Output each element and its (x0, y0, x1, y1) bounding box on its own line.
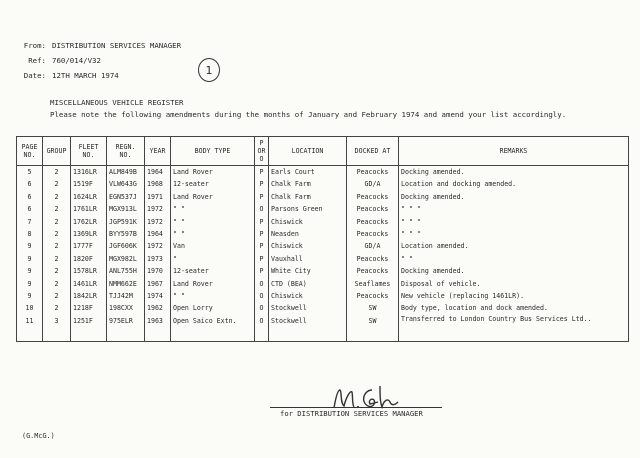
cell-year: 1962 (145, 302, 171, 314)
cell-page: 9 (17, 240, 43, 252)
cell-regn: NMM662E (107, 278, 145, 290)
cell-year: 1974 (145, 290, 171, 302)
cell-regn: JGP591K (107, 216, 145, 228)
cell-remarks: " " " (399, 203, 629, 215)
header-fleet: FLEET NO. (71, 137, 107, 166)
cell-location: Vauxhall (269, 253, 347, 265)
cell-group: 2 (43, 191, 71, 203)
cell-po: O (255, 203, 269, 215)
table-row (17, 166, 629, 179)
cell-fleet: 1762LR (71, 216, 107, 228)
table-row (17, 265, 629, 277)
cell-body: " (171, 253, 255, 265)
cell-group: 2 (43, 302, 71, 314)
cell-page: 5 (17, 166, 43, 179)
cell-regn: 198CXX (107, 302, 145, 314)
cell-regn: BYY597B (107, 228, 145, 240)
cell-po: O (255, 315, 269, 342)
typist-initials: (G.McG.) (22, 432, 55, 440)
cell-fleet: 1777F (71, 240, 107, 252)
cell-body: 12-seater (171, 178, 255, 190)
cell-regn: ALM849B (107, 166, 145, 179)
cell-fleet: 1461LR (71, 278, 107, 290)
table-header-row (17, 137, 629, 166)
cell-body: Land Rover (171, 278, 255, 290)
cell-page: 6 (17, 178, 43, 190)
vehicle-register-table (16, 136, 629, 342)
cell-regn: JGF606K (107, 240, 145, 252)
header-remarks: REMARKS (399, 137, 629, 166)
date-value: 12TH MARCH 1974 (52, 71, 119, 80)
cell-fleet: 1761LR (71, 203, 107, 215)
cell-remarks: Transferred to London Country Bus Services Ltd.. (399, 315, 629, 342)
cell-remarks: Docking amended. (399, 265, 629, 277)
cell-year: 1972 (145, 203, 171, 215)
cell-po: O (255, 290, 269, 302)
cell-page: 9 (17, 253, 43, 265)
cell-regn: MGX913L (107, 203, 145, 215)
cell-docked: Peacocks (347, 290, 399, 302)
cell-body: " " (171, 228, 255, 240)
cell-year: 1972 (145, 240, 171, 252)
from-value: DISTRIBUTION SERVICES MANAGER (52, 41, 182, 50)
header-regn: REGN. NO. (107, 137, 145, 166)
cell-docked: Peacocks (347, 253, 399, 265)
cell-location: White City (269, 265, 347, 277)
cell-group: 2 (43, 265, 71, 277)
table-row (17, 191, 629, 203)
cell-body: " " (171, 216, 255, 228)
cell-group: 2 (43, 166, 71, 179)
cell-group: 2 (43, 253, 71, 265)
header-group: GROUP (43, 137, 71, 166)
cell-docked: SW (347, 302, 399, 314)
cell-group: 2 (43, 240, 71, 252)
table-row (17, 228, 629, 240)
cell-docked: Seaflames (347, 278, 399, 290)
cell-page: 8 (17, 228, 43, 240)
cell-location: Earls Court (269, 166, 347, 179)
table-row (17, 203, 629, 215)
cell-body: Open Saico Extn. (171, 315, 255, 342)
register-title: MISCELLANEOUS VEHICLE REGISTER (50, 98, 184, 107)
cell-regn: ANL755H (107, 265, 145, 277)
cell-location: Neasden (269, 228, 347, 240)
cell-year: 1963 (145, 315, 171, 342)
cell-fleet: 1820F (71, 253, 107, 265)
cell-body: Land Rover (171, 191, 255, 203)
cell-page: 9 (17, 290, 43, 302)
cell-regn: VLW643G (107, 178, 145, 190)
date-label: Date: (23, 71, 46, 80)
cell-group: 3 (43, 315, 71, 342)
cell-po: P (255, 216, 269, 228)
cell-year: 1968 (145, 178, 171, 190)
header-location: LOCATION (269, 137, 347, 166)
header-year: YEAR (145, 137, 171, 166)
cell-po: P (255, 166, 269, 179)
cell-po: P (255, 253, 269, 265)
cell-remarks: New vehicle (replacing 1461LR). (399, 290, 629, 302)
signature-line: for DISTRIBUTION SERVICES MANAGER (280, 409, 423, 418)
cell-location: Chiswick (269, 290, 347, 302)
cell-location: Parsons Green (269, 203, 347, 215)
cell-location: Chiswick (269, 216, 347, 228)
register-note: Please note the following amendments during the months of January and February 1974 and amend your list accordingly. (50, 110, 567, 119)
cell-remarks: " " " (399, 228, 629, 240)
header-po: P OR O (255, 137, 269, 166)
cell-fleet: 1316LR (71, 166, 107, 179)
cell-location: Chalk Farm (269, 191, 347, 203)
cell-body: Van (171, 240, 255, 252)
cell-regn: MGX982L (107, 253, 145, 265)
cell-year: 1964 (145, 166, 171, 179)
table-row (17, 290, 629, 302)
cell-regn: 975ELR (107, 315, 145, 342)
cell-remarks: Location amended. (399, 240, 629, 252)
cell-fleet: 1578LR (71, 265, 107, 277)
cell-fleet: 1369LR (71, 228, 107, 240)
table-row (17, 240, 629, 252)
cell-location: CTD (BEA) (269, 278, 347, 290)
from-label: From: (23, 41, 46, 50)
cell-group: 2 (43, 278, 71, 290)
cell-fleet: 1218F (71, 302, 107, 314)
cell-page: 9 (17, 265, 43, 277)
cell-po: P (255, 178, 269, 190)
cell-group: 2 (43, 178, 71, 190)
signature-rule (270, 407, 442, 408)
ref-label: Ref: (28, 56, 46, 65)
table-row (17, 278, 629, 290)
cell-page: 10 (17, 302, 43, 314)
cell-regn: EGN537J (107, 191, 145, 203)
cell-page: 9 (17, 278, 43, 290)
cell-body: Land Rover (171, 166, 255, 179)
cell-location: Stockwell (269, 315, 347, 342)
table-row (17, 253, 629, 265)
cell-po: P (255, 228, 269, 240)
cell-year: 1964 (145, 228, 171, 240)
cell-po: P (255, 240, 269, 252)
cell-docked: Peacocks (347, 216, 399, 228)
cell-po: P (255, 191, 269, 203)
cell-docked: Peacocks (347, 228, 399, 240)
cell-fleet: 1842LR (71, 290, 107, 302)
cell-po: O (255, 302, 269, 314)
cell-docked: Peacocks (347, 203, 399, 215)
cell-remarks: Disposal of vehicle. (399, 278, 629, 290)
table-row (17, 216, 629, 228)
cell-year: 1973 (145, 253, 171, 265)
cell-year: 1971 (145, 191, 171, 203)
cell-docked: Peacocks (347, 265, 399, 277)
cell-po: P (255, 265, 269, 277)
cell-body: 12-seater (171, 265, 255, 277)
cell-page: 7 (17, 216, 43, 228)
cell-group: 2 (43, 216, 71, 228)
cell-year: 1970 (145, 265, 171, 277)
cell-remarks: " " " (399, 216, 629, 228)
cell-po: O (255, 278, 269, 290)
cell-location: Chalk Farm (269, 178, 347, 190)
header-body: BODY TYPE (171, 137, 255, 166)
cell-remarks: " " (399, 253, 629, 265)
cell-fleet: 1624LR (71, 191, 107, 203)
table-row (17, 315, 629, 342)
cell-regn: TJJ42M (107, 290, 145, 302)
cell-page: 11 (17, 315, 43, 342)
cell-docked: GD/A (347, 178, 399, 190)
cell-group: 2 (43, 228, 71, 240)
header-page: PAGE NO. (17, 137, 43, 166)
cell-page: 6 (17, 203, 43, 215)
cell-remarks: Location and docking amended. (399, 178, 629, 190)
cell-docked: Peacocks (347, 166, 399, 179)
table-row (17, 302, 629, 314)
cell-body: Open Lorry (171, 302, 255, 314)
cell-year: 1972 (145, 216, 171, 228)
cell-docked: SW (347, 315, 399, 342)
cell-remarks: Docking amended. (399, 166, 629, 179)
table-row (17, 178, 629, 190)
ref-row (18, 53, 181, 68)
cell-group: 2 (43, 290, 71, 302)
date-row (18, 68, 181, 83)
cell-page: 6 (17, 191, 43, 203)
memo-header (18, 38, 181, 83)
page-number-circle: 1 (198, 58, 220, 82)
header-docked: DOCKED AT (347, 137, 399, 166)
cell-body: " " (171, 203, 255, 215)
cell-remarks: Body type, location and dock amended. (399, 302, 629, 314)
cell-location: Chiswick (269, 240, 347, 252)
cell-docked: GD/A (347, 240, 399, 252)
cell-fleet: 1519F (71, 178, 107, 190)
cell-remarks: Docking amended. (399, 191, 629, 203)
cell-group: 2 (43, 203, 71, 215)
ref-value: 760/014/V32 (52, 56, 101, 65)
cell-fleet: 1251F (71, 315, 107, 342)
cell-docked: Peacocks (347, 191, 399, 203)
cell-location: Stockwell (269, 302, 347, 314)
cell-year: 1967 (145, 278, 171, 290)
cell-body: " " (171, 290, 255, 302)
from-row (18, 38, 181, 53)
